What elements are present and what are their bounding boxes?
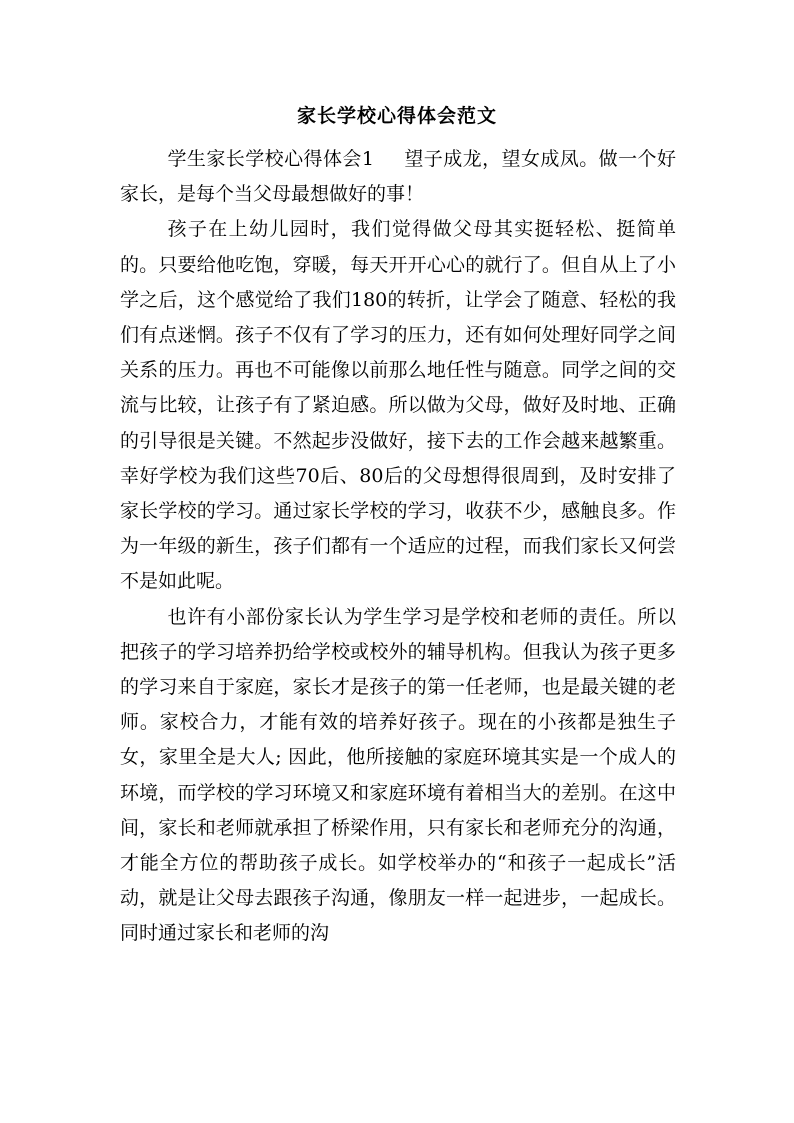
document-title: 家长学校心得体会范文 xyxy=(296,105,497,127)
paragraph-1 xyxy=(120,142,676,212)
paragraph-2-text: 孩子在上幼儿园时，我们觉得做父母其实挺轻松、挺简单的。只要给他吃饱，穿暖，每天开开心心的就行了。但自从上了小学之后，这个感觉给了我们180的转折，让学会了随意、轻松的我们有点迷惘。孩子不仅有了学习的压力，还有如何处理好同学之间关系的压力。再也不可能像以前那么地任性与随意。同学之间的交流与比较，让孩子有了紧迫感。所以做为父母，做好及时地、正确的引导很是关键。不然起步没做好，接下去的工作会越来越繁重。幸好学校为我们这些70后、80后的父母想得很周到，及时安排了家长学校的学习。通过家长学校的学习，收获不少，感触良多。作为一年级的新生，孩子们都有一个适应的过程，而我们家长又何尝不是如此呢。 xyxy=(120,218,676,593)
document-body xyxy=(120,142,676,952)
paragraph-3-text: 也许有小部份家长认为学生学习是学校和老师的责任。所以把孩子的学习培养扔给学校或校外的辅导机构。但我认为孩子更多的学习来自于家庭，家长才是孩子的第一任老师，也是最关键的老师。家校合力，才能有效的培养好孩子。现在的小孩都是独生子女，家里全是大人; 因此，他所接触的家庭环境其实是一个成人的环境，而学校的学习环境又和家庭环境有着相当大的差别。在这中间，家长和老师就承担了桥梁作用，只有家长和老师充分的沟通，才能全方位的帮助孩子成长。如学校举办的“和孩子一起成长”活动，就是让父母去跟孩子沟通，像朋友一样一起进步，一起成长。同时通过家长和老师的沟 xyxy=(120,605,676,945)
paragraph-3 xyxy=(120,600,676,952)
paragraph-1-text: 望子成龙，望女成凤。做一个好家长，是每个当父母最想做好的事！ xyxy=(120,148,676,206)
paragraph-1-lead: 学生家长学校心得体会1 xyxy=(167,148,374,170)
paragraph-2 xyxy=(120,212,676,599)
